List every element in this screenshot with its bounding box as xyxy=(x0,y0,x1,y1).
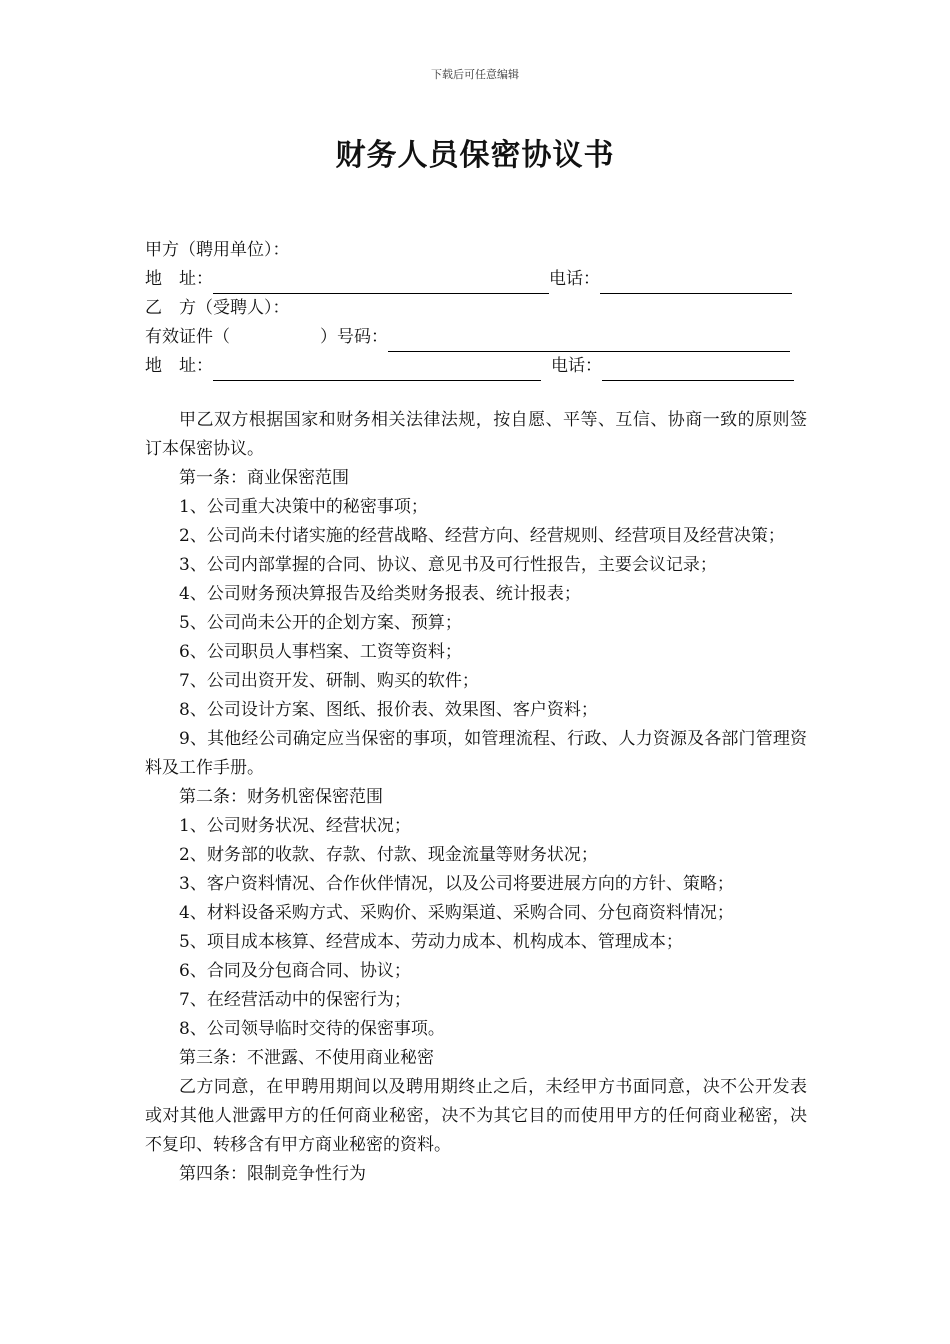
phone-field-1[interactable] xyxy=(600,271,792,294)
header-note: 下载后可任意编辑 xyxy=(431,68,519,81)
id-label-suffix: ）号码： xyxy=(320,327,388,347)
paragraph: 第一条：商业保密范围 xyxy=(179,468,349,488)
agreement-body xyxy=(145,406,807,1189)
paragraph: 1、公司财务状况、经营状况； xyxy=(179,816,411,836)
paragraph: 7、在经营活动中的保密行为； xyxy=(179,990,411,1010)
phone-label-1: 电话： xyxy=(549,269,600,289)
party-b-label: 乙 方（受聘人）： xyxy=(145,298,290,318)
id-line xyxy=(145,323,807,352)
party-a-line xyxy=(145,236,807,265)
paragraph: 5、公司尚未公开的企划方案、预算； xyxy=(179,613,462,633)
paragraph: 8、公司领导临时交待的保密事项。 xyxy=(179,1019,445,1039)
paragraph: 第三条：不泄露、不使用商业秘密 xyxy=(179,1048,434,1068)
paragraph: 8、公司设计方案、图纸、报价表、效果图、客户资料； xyxy=(179,700,598,720)
paragraph: 2、财务部的收款、存款、付款、现金流量等财务状况； xyxy=(179,845,598,865)
address-label-1: 地 址： xyxy=(145,269,213,289)
paragraph: 2、公司尚未付诸实施的经营战略、经营方向、经营规则、经营项目及经营决策； xyxy=(179,526,785,546)
address-line-2 xyxy=(145,352,807,381)
party-a-label: 甲方（聘用单位）： xyxy=(145,240,290,260)
address-field-1[interactable] xyxy=(213,271,549,294)
paragraph: 4、材料设备采购方式、采购价、采购渠道、采购合同、分包商资料情况； xyxy=(179,903,734,923)
parties-block xyxy=(145,236,807,381)
id-label-prefix: 有效证件（ xyxy=(145,327,230,347)
id-number-field[interactable] xyxy=(388,329,790,352)
paragraph: 第二条：财务机密保密范围 xyxy=(179,787,383,807)
paragraph: 7、公司出资开发、研制、购买的软件； xyxy=(179,671,479,691)
paragraph: 甲乙双方根据国家和财务相关法律法规，按自愿、平等、互信、协商一致的原则签订本保密协议。 xyxy=(145,410,807,459)
paragraph: 6、合同及分包商合同、协议； xyxy=(179,961,411,981)
address-line-1 xyxy=(145,265,807,294)
address-label-2: 地 址： xyxy=(145,356,213,376)
paragraph: 5、项目成本核算、经营成本、劳动力成本、机构成本、管理成本； xyxy=(179,932,683,952)
address-field-2[interactable] xyxy=(213,358,541,381)
party-b-line xyxy=(145,294,807,323)
paragraph: 3、公司内部掌握的合同、协议、意见书及可行性报告，主要会议记录； xyxy=(179,555,717,575)
document-title: 财务人员保密协议书 xyxy=(335,138,615,173)
phone-label-2: 电话： xyxy=(551,356,602,376)
paragraph: 9、其他经公司确定应当保密的事项，如管理流程、行政、人力资源及各部门管理资料及工作手册。 xyxy=(145,729,807,778)
paragraph: 6、公司职员人事档案、工资等资料； xyxy=(179,642,462,662)
paragraph: 3、客户资料情况、合作伙伴情况，以及公司将要进展方向的方针、策略； xyxy=(179,874,734,894)
paragraph: 第四条：限制竞争性行为 xyxy=(179,1164,366,1184)
phone-field-2[interactable] xyxy=(602,358,794,381)
paragraph: 1、公司重大决策中的秘密事项； xyxy=(179,497,428,517)
paragraph: 4、公司财务预决算报告及给类财务报表、统计报表； xyxy=(179,584,581,604)
paragraph: 乙方同意，在甲聘用期间以及聘用期终止之后，未经甲方书面同意，决不公开发表或对其他人泄露甲方的任何商业秘密，决不为其它目的而使用甲方的任何商业秘密，决不复印、转移含有甲方商业秘密的资料。 xyxy=(145,1077,807,1155)
